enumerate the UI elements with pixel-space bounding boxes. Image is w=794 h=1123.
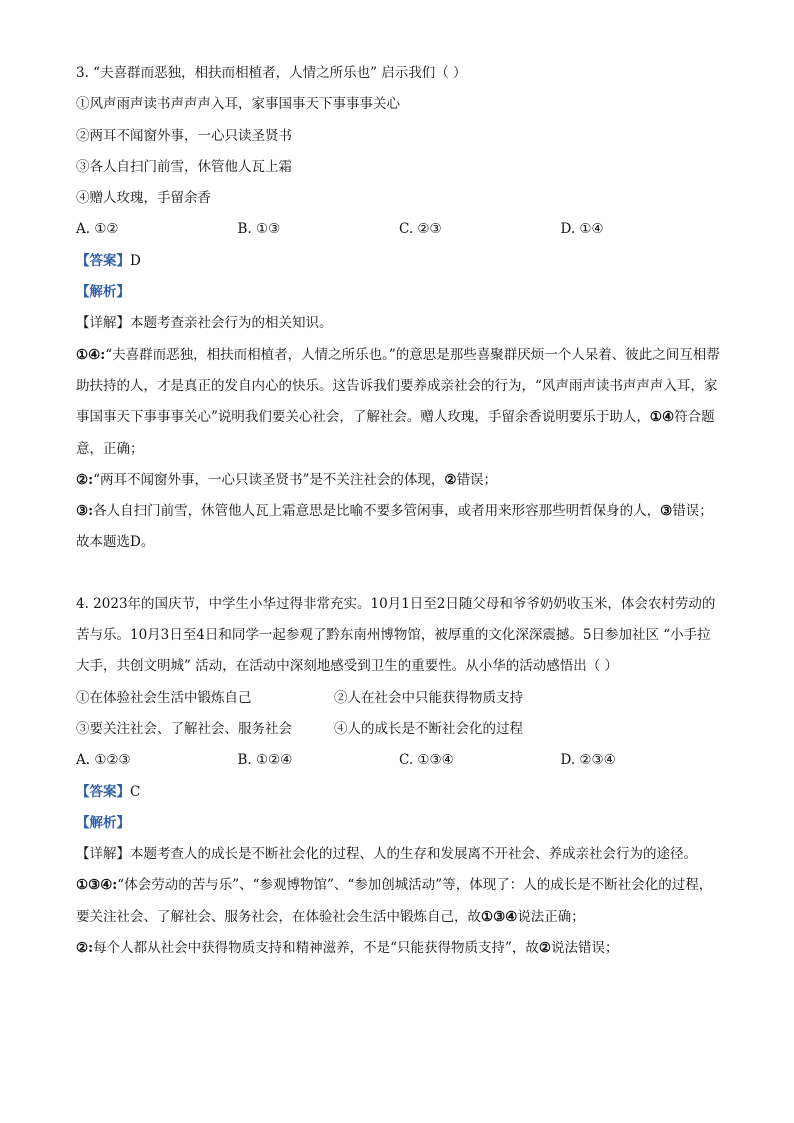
q3-statement-3: ③各人自扫门前雪，休管他人瓦上霜: [76, 158, 292, 175]
answer-tag: 【答案】: [76, 252, 130, 269]
q4-explanation-2: ②:每个人都从社会中获得物质支持和精神滋养，不是“只能获得物质支持”，故②说法错误；: [76, 940, 619, 957]
document-page: [76, 58, 722, 964]
q3-option-c: C. ②③: [399, 221, 442, 238]
q3-statement-1: ①风声雨声读书声声声入耳，家事国事天下事事事关心: [76, 96, 400, 113]
q3-analysis: [76, 277, 722, 308]
q4-option-c: C. ①③④: [399, 752, 454, 769]
analysis-tag: 【解析】: [76, 284, 130, 301]
answer-value: D: [130, 252, 141, 269]
q4-statement-2: ②人在社会中只能获得物质支持: [334, 689, 523, 706]
q4-option-d: D. ②③④: [560, 752, 616, 769]
q4-explanation-1: ①③④:“体会劳动的苦与乐”、“参观博物馆”、“参加创城活动”等，体现了：人的成长是不断社会化的过程，要关注社会、了解社会、服务社会，在体验社会生活中锻炼自己，故①③④说法正确；: [76, 877, 713, 925]
detail-tag: 【详解】: [76, 846, 130, 863]
q3-answer: [76, 246, 722, 277]
q3-option-d: D. ①④: [560, 221, 604, 238]
q4-statement-1: ①在体验社会生活中锻炼自己: [76, 689, 252, 706]
answer-value: C: [130, 783, 141, 800]
detail-text: 本题考查人的成长是不断社会化的过程、人的生存和发展离不开社会、养成亲社会行为的途径。: [130, 846, 697, 863]
question-3: [76, 58, 722, 559]
q3-explanation-1: ①④:“夫喜群而恶独，相扶而相植者，人情之所乐也。”的意思是那些喜聚群厌烦一个人呆着、彼此之间互相帮助扶持的人，才是真正的发自内心的快乐。这告诉我们要养成亲社会的行为，“风声雨声读书声声声入耳，家事国事天下事事事关心”说明我们要关心社会，了解社会。赠人玫瑰，手留余香说明要乐于助人，①④符合题意，正确；: [76, 346, 720, 457]
q4-answer: [76, 777, 722, 808]
detail-tag: 【详解】: [76, 315, 130, 332]
q4-option-a: A. ①②③: [76, 752, 131, 769]
q4-detail: [76, 839, 722, 870]
question-4-stem: 4. 2023年的国庆节，中学生小华过得非常充实。10月1日至2日随父母和爷爷奶奶收玉米，体会农村劳动的苦与乐。10月3日至4日和同学一起参观了黔东南州博物馆，被厚重的文化深深震撼。5日参加社区 “小手拉大手，共创文明城” 活动，在活动中深刻地感受到卫生的重要性。从小华的活动感悟出（ ）: [76, 595, 716, 675]
q3-detail: [76, 308, 722, 339]
question-3-stem: 3. “夫喜群而恶独，相扶而相植者，人情之所乐也” 启示我们（ ）: [76, 65, 467, 81]
q4-statement-3: ③要关注社会、了解社会、服务社会: [76, 720, 292, 737]
question-4: [76, 589, 722, 965]
analysis-tag: 【解析】: [76, 814, 130, 831]
q3-statement-4: ④赠人玫瑰，手留余香: [76, 190, 211, 207]
q3-explanation-3: ③:各人自扫门前雪，休管他人瓦上霜意思是比喻不要多管闲事，或者用来形容那些明哲保身的人，③错误；: [76, 503, 713, 520]
q3-statement-2: ②两耳不闻窗外事，一心只读圣贤书: [76, 127, 292, 144]
question-gap: [76, 559, 722, 589]
answer-tag: 【答案】: [76, 783, 130, 800]
q3-conclusion: 故本题选D。: [76, 534, 155, 551]
q4-statements-row-2: [76, 714, 722, 745]
detail-text: 本题考查亲社会行为的相关知识。: [130, 315, 333, 332]
q3-option-a: A. ①②: [76, 221, 119, 238]
q3-explanation-2: ②:“两耳不闻窗外事，一心只读圣贤书”是不关注社会的体现，②错误；: [76, 471, 498, 488]
q4-analysis: [76, 808, 722, 839]
q4-statements-row-1: [76, 683, 722, 714]
q3-options: [76, 214, 722, 245]
q4-option-b: B. ①②④: [237, 752, 293, 769]
q4-options: [76, 745, 722, 776]
q4-statement-4: ④人的成长是不断社会化的过程: [334, 720, 523, 737]
q3-option-b: B. ①③: [237, 221, 281, 238]
